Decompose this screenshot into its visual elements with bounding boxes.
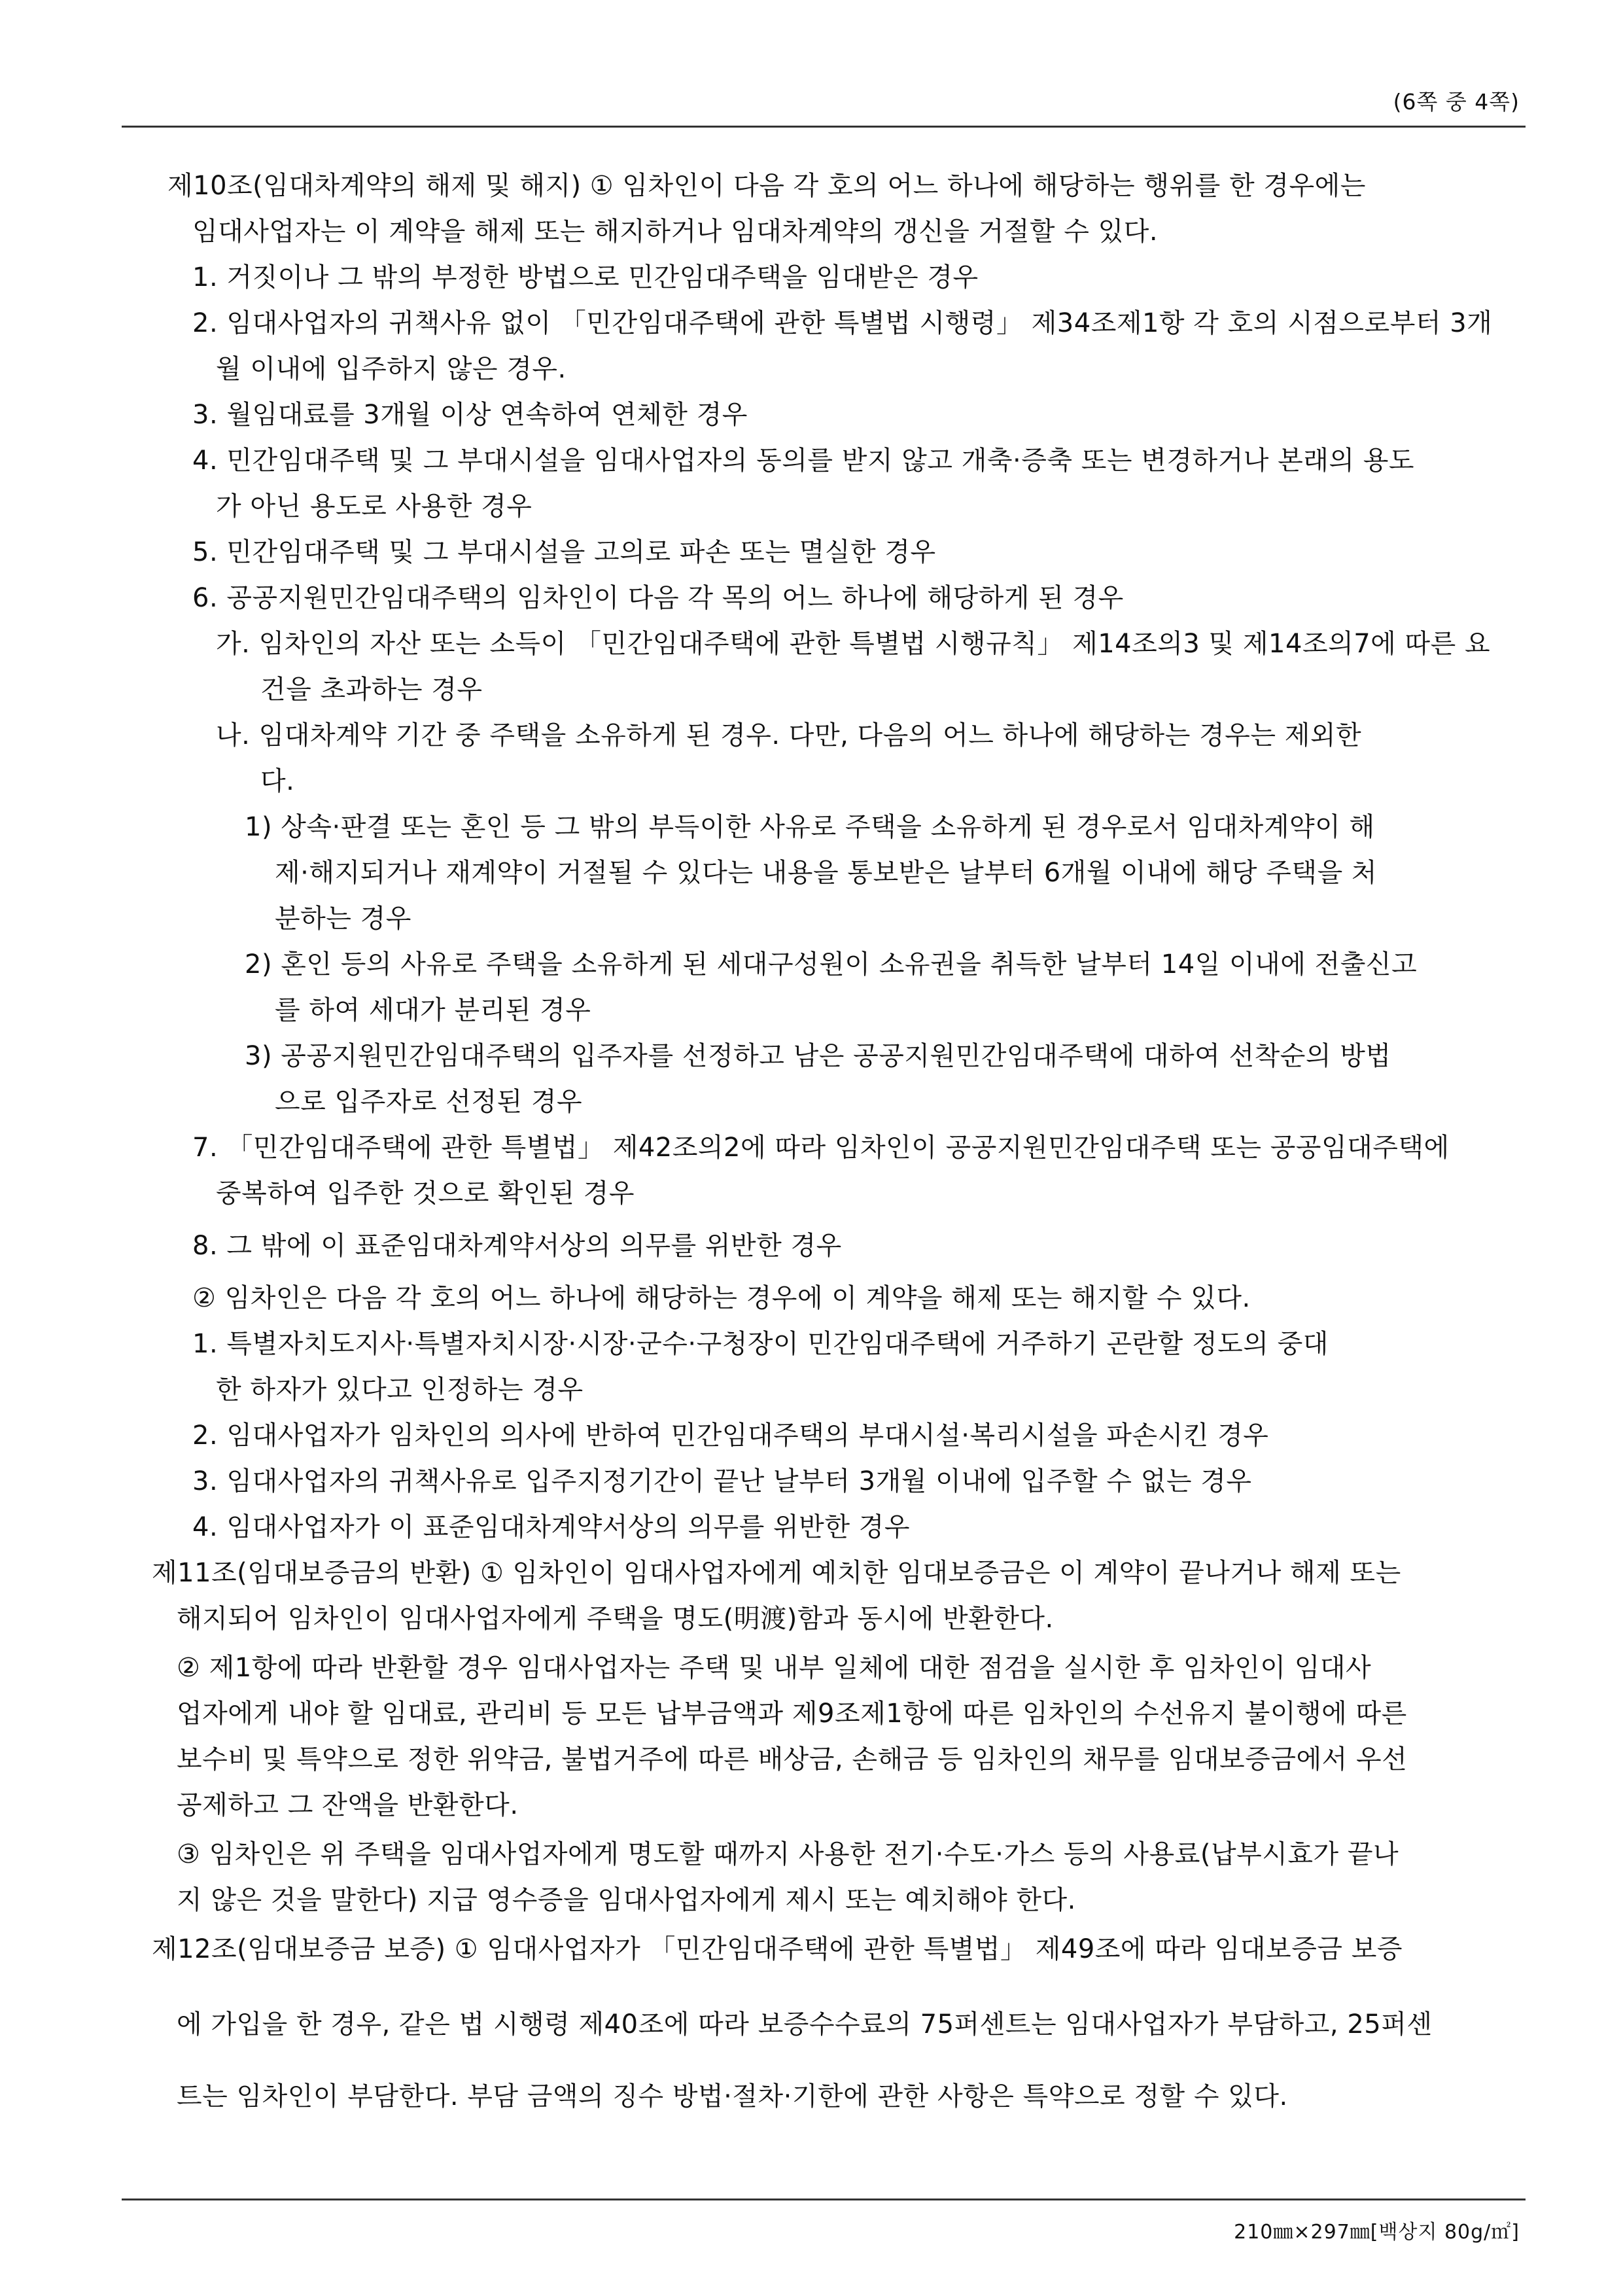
sub-item: 가. 임차인의 자산 또는 소득이 「민간임대주택에 관한 특별법 시행규칙」 제14조의3 및 제14조의7에 따른 요	[216, 629, 1491, 659]
list-item: 6. 공공지원민간임대주택의 임차인이 다음 각 목의 어느 하나에 해당하게 된 경우	[192, 583, 1124, 613]
article-10-heading: 제10조(임대차계약의 해제 및 해지) ① 임차인이 다음 각 호의 어느 하나에 해당하는 행위를 한 경우에는	[167, 171, 1366, 201]
sub-sub-item: 3) 공공지원민간임대주택의 입주자를 선정하고 남은 공공지원민간임대주택에 대하여 선착순의 방법	[245, 1041, 1391, 1071]
footer-divider	[122, 2199, 1526, 2200]
text-line: 에 가입을 한 경우, 같은 법 시행령 제40조에 따라 보증수수료의 75퍼센트는 임대사업자가 부담하고, 25퍼센	[177, 2009, 1433, 2040]
text-line: 한 하자가 있다고 인정하는 경우	[216, 1375, 584, 1405]
paper-spec: 210㎜×297㎜[백상지 80g/㎡]	[1234, 2221, 1520, 2244]
text-line: 월 이내에 입주하지 않은 경우.	[216, 354, 567, 384]
text-line: 제·해지되거나 재계약이 거절될 수 있다는 내용을 통보받은 날부터 6개월 이내에 해당 주택을 처	[275, 858, 1378, 888]
text-line: 가 아닌 용도로 사용한 경우	[216, 491, 532, 521]
sub-sub-item: 2) 혼인 등의 사유로 주택을 소유하게 된 세대구성원이 소유권을 취득한 날부터 14일 이내에 전출신고	[245, 949, 1418, 980]
text-line: 해지되어 임차인이 임대사업자에게 주택을 명도(明渡)함과 동시에 반환한다.	[177, 1604, 1054, 1634]
sub-item: 나. 임대차계약 기간 중 주택을 소유하게 된 경우. 다만, 다음의 어느 하나에 해당하는 경우는 제외한	[216, 720, 1362, 751]
text-line: 으로 입주자로 선정된 경우	[275, 1087, 583, 1117]
article-11-heading: 제11조(임대보증금의 반환) ① 임차인이 임대사업자에게 예치한 임대보증금은 이 계약이 끝나거나 해제 또는	[152, 1558, 1401, 1588]
text-line: 지 않은 것을 말한다) 지급 영수증을 임대사업자에게 제시 또는 예치해야 한다.	[177, 1885, 1076, 1915]
text-line: 공제하고 그 잔액을 반환한다.	[177, 1790, 519, 1820]
list-item: 5. 민간임대주택 및 그 부대시설을 고의로 파손 또는 멸실한 경우	[192, 537, 936, 567]
list-item: 4. 민간임대주택 및 그 부대시설을 임대사업자의 동의를 받지 않고 개축·증축 또는 변경하거나 본래의 용도	[192, 446, 1415, 476]
text-line: 보수비 및 특약으로 정한 위약금, 불법거주에 따른 배상금, 손해금 등 임차인의 채무를 임대보증금에서 우선	[177, 1744, 1408, 1775]
text-line: 를 하여 세대가 분리된 경우	[275, 995, 591, 1025]
text-line: 건을 초과하는 경우	[260, 675, 483, 705]
list-item: 1. 거짓이나 그 밖의 부정한 방법으로 민간임대주택을 임대받은 경우	[192, 262, 979, 292]
text-line: 분하는 경우	[275, 904, 411, 934]
text-line: 임대사업자는 이 계약을 해제 또는 해지하거나 임대차계약의 갱신을 거절할 수 있다.	[192, 217, 1159, 247]
text-line: 다.	[260, 766, 295, 796]
paragraph-2: ② 제1항에 따라 반환할 경우 임대사업자는 주택 및 내부 일체에 대한 점검을 실시한 후 임차인이 임대사	[177, 1653, 1372, 1683]
list-item: 3. 월임대료를 3개월 이상 연속하여 연체한 경우	[192, 400, 748, 430]
list-item: 2. 임대사업자의 귀책사유 없이 「민간임대주택에 관한 특별법 시행령」 제34조제1항 각 호의 시점으로부터 3개	[192, 308, 1493, 338]
text-line: 트는 임차인이 부담한다. 부담 금액의 징수 방법·절차·기한에 관한 사항은 특약으로 정할 수 있다.	[177, 2081, 1288, 2111]
list-item: 2. 임대사업자가 임차인의 의사에 반하여 민간임대주택의 부대시설·복리시설을 파손시킨 경우	[192, 1421, 1269, 1451]
list-item: 3. 임대사업자의 귀책사유로 입주지정기간이 끝난 날부터 3개월 이내에 입주할 수 없는 경우	[192, 1466, 1252, 1496]
text-line: 업자에게 내야 할 임대료, 관리비 등 모든 납부금액과 제9조제1항에 따른 임차인의 수선유지 불이행에 따른	[177, 1699, 1407, 1729]
list-item: 1. 특별자치도지사·특별자치시장·시장·군수·구청장이 민간임대주택에 거주하기 곤란할 정도의 중대	[192, 1329, 1329, 1359]
header-divider	[122, 126, 1526, 128]
list-item: 7. 「민간임대주택에 관한 특별법」 제42조의2에 따라 임차인이 공공지원민간임대주택 또는 공공임대주택에	[192, 1133, 1450, 1163]
article-12-heading: 제12조(임대보증금 보증) ① 임대사업자가 「민간임대주택에 관한 특별법」 제49조에 따라 임대보증금 보증	[152, 1934, 1403, 1964]
list-item: 8. 그 밖에 이 표준임대차계약서상의 의무를 위반한 경우	[192, 1231, 842, 1261]
text-line: 중복하여 입주한 것으로 확인된 경우	[216, 1178, 635, 1209]
paragraph-3: ③ 임차인은 위 주택을 임대사업자에게 명도할 때까지 사용한 전기·수도·가스 등의 사용료(납부시효가 끝나	[177, 1839, 1399, 1869]
page-indicator: (6쪽 중 4쪽)	[1393, 89, 1520, 115]
list-item: 4. 임대사업자가 이 표준임대차계약서상의 의무를 위반한 경우	[192, 1512, 910, 1542]
paragraph-2: ② 임차인은 다음 각 호의 어느 하나에 해당하는 경우에 이 계약을 해제 또는 해지할 수 있다.	[192, 1283, 1251, 1313]
sub-sub-item: 1) 상속·판결 또는 혼인 등 그 밖의 부득이한 사유로 주택을 소유하게 된 경우로서 임대차계약이 해	[245, 812, 1375, 842]
